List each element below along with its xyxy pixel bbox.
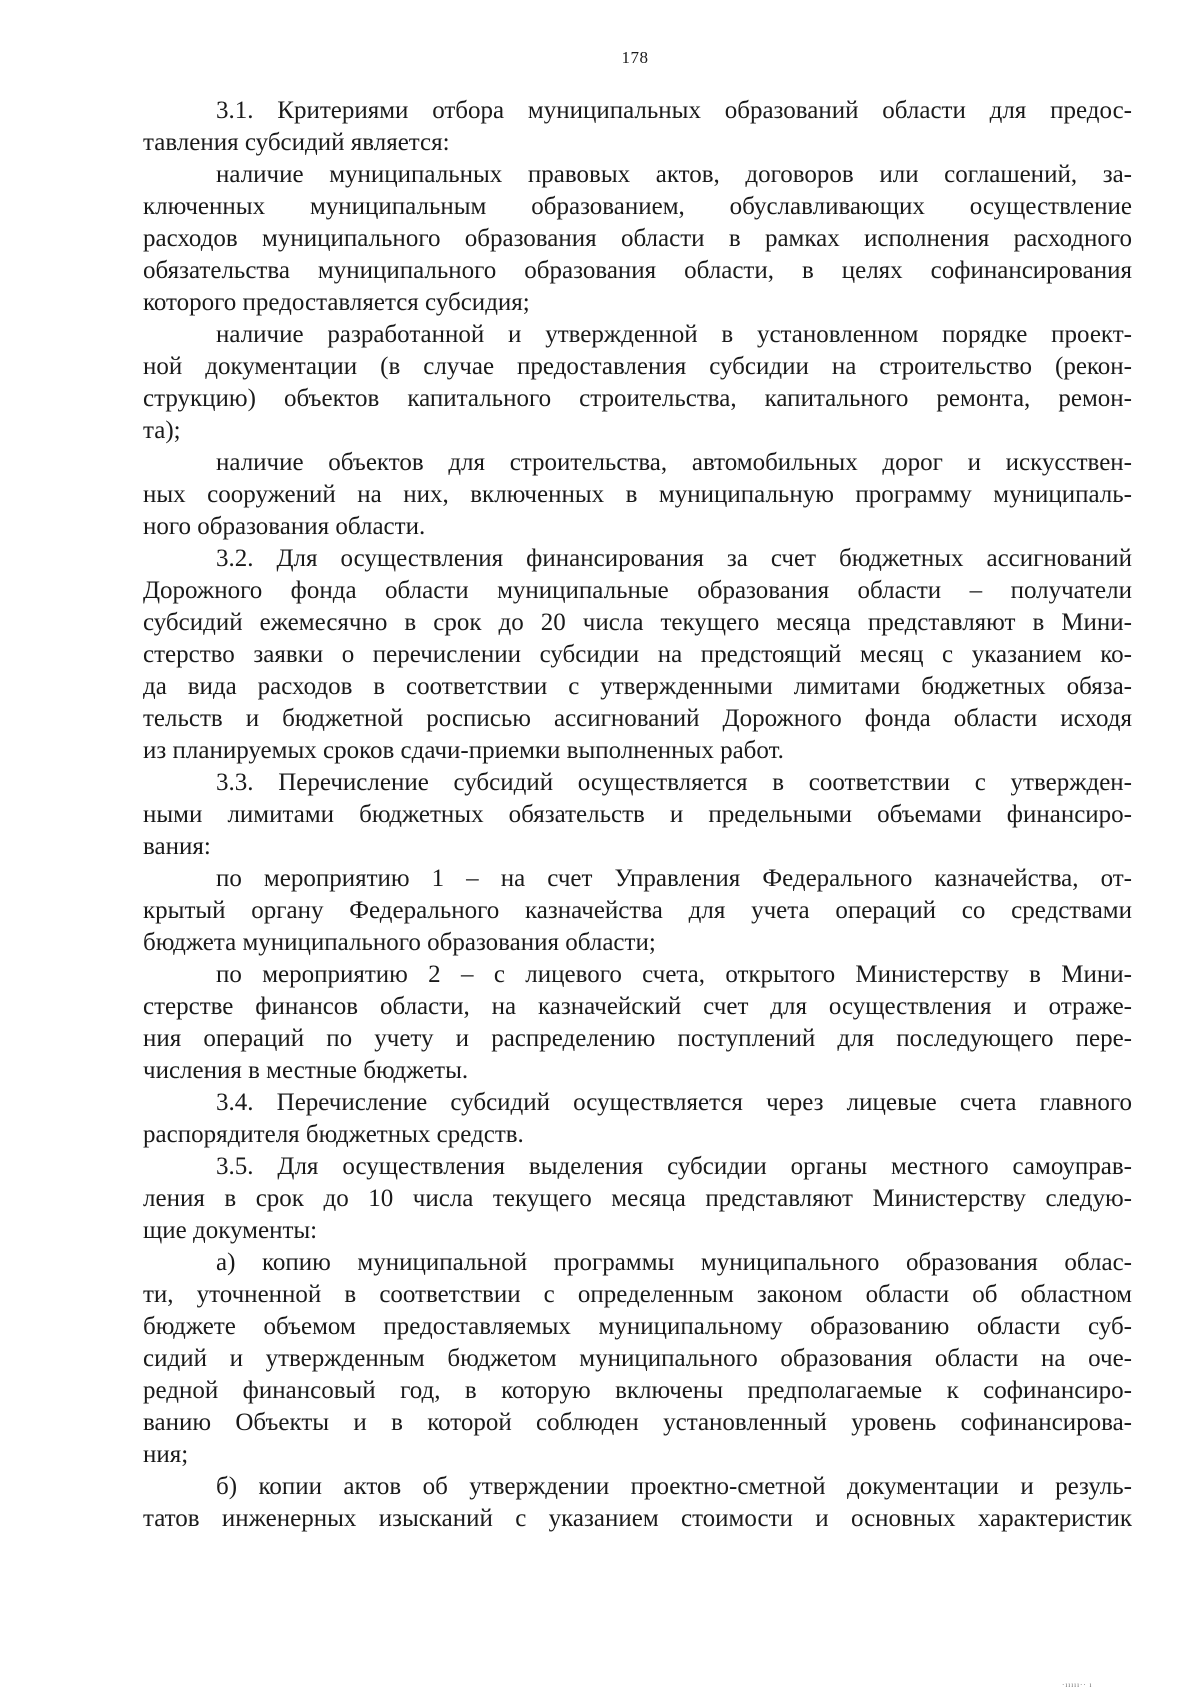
paragraph: [143, 319, 1132, 447]
text-line: ного образования области.: [143, 513, 426, 540]
text-line: ти, уточненной в соответствии с определенным законом области об областном: [143, 1281, 1132, 1308]
text-line: бюджете объемом предоставляемых муниципальному образованию области суб-: [143, 1313, 1132, 1340]
text-line: по мероприятию 1 – на счет Управления Федерального казначейства, от-: [216, 865, 1132, 892]
text-line: субсидий ежемесячно в срок до 20 числа текущего месяца представляют в Мини-: [143, 609, 1132, 636]
text-line: которого предоставляется субсидия;: [143, 289, 530, 316]
paragraph: [143, 863, 1132, 959]
paragraph: [143, 159, 1132, 319]
text-line: ными лимитами бюджетных обязательств и предельными объемами финансиро-: [143, 801, 1132, 828]
text-line: обязательства муниципального образования области, в целях софинансирования: [143, 257, 1132, 284]
paragraph: [143, 447, 1132, 543]
text-line: крытый органу Федерального казначейства для учета операций со средствами: [143, 897, 1132, 924]
text-line: числения в местные бюджеты.: [143, 1057, 469, 1084]
text-line: тельств и бюджетной росписью ассигнований Дорожного фонда области исходя: [143, 705, 1132, 732]
text-line: сидий и утвержденным бюджетом муниципального образования области на оче-: [143, 1345, 1132, 1372]
text-line: ния;: [143, 1441, 189, 1468]
text-line: наличие разработанной и утвержденной в установленном порядке проект-: [216, 321, 1132, 348]
paragraph: [143, 1087, 1132, 1151]
paragraph: [143, 1247, 1132, 1471]
text-line: по мероприятию 2 – с лицевого счета, открытого Министерству в Мини-: [216, 961, 1132, 988]
text-line: расходов муниципального образования области в рамках исполнения расходного: [143, 225, 1132, 252]
text-line: ключенных муниципальным образованием, обуславливающих осуществление: [143, 193, 1132, 220]
paragraph: [143, 767, 1132, 863]
text-line: стерстве финансов области, на казначейский счет для осуществления и отраже-: [143, 993, 1132, 1020]
text-line: из планируемых сроков сдачи-приемки выполненных работ.: [143, 737, 784, 764]
paragraph: [143, 1151, 1132, 1247]
text-line: струкцию) объектов капитального строительства, капитального ремонта, ремон-: [143, 385, 1132, 412]
text-line: наличие объектов для строительства, автомобильных дорог и искусствен-: [216, 449, 1132, 476]
text-line: татов инженерных изысканий с указанием стоимости и основных характеристик: [143, 1505, 1132, 1532]
text-line: 3.4. Перечисление субсидий осуществляется через лицевые счета главного: [216, 1089, 1132, 1116]
text-line: 3.3. Перечисление субсидий осуществляется в соответствии с утвержден-: [216, 769, 1132, 796]
text-line: наличие муниципальных правовых актов, договоров или соглашений, за-: [216, 161, 1132, 188]
text-line: ния операций по учету и распределению поступлений для последующего пере-: [143, 1025, 1132, 1052]
text-line: редной финансовый год, в которую включены предполагаемые к софинансиро-: [143, 1377, 1132, 1404]
text-line: распорядителя бюджетных средств.: [143, 1121, 524, 1148]
document-body: [143, 95, 1132, 1535]
text-line: бюджета муниципального образования области;: [143, 929, 656, 956]
text-line: тавления субсидий является:: [143, 129, 450, 156]
text-line: стерство заявки о перечислении субсидии на предстоящий месяц с указанием ко-: [143, 641, 1132, 668]
paragraph: [143, 959, 1132, 1087]
paragraph: [143, 95, 1132, 159]
paragraph: [143, 1471, 1132, 1535]
text-line: б) копии актов об утверждении проектно-сметной документации и резуль-: [216, 1473, 1132, 1500]
text-line: Дорожного фонда области муниципальные образования области – получатели: [143, 577, 1132, 604]
text-line: 3.5. Для осуществления выделения субсидии органы местного самоуправ-: [216, 1153, 1132, 1180]
text-line: а) копию муниципальной программы муниципального образования облас-: [216, 1249, 1132, 1276]
text-line: ления в срок до 10 числа текущего месяца представляют Министерству следую-: [143, 1185, 1132, 1212]
text-line: ванию Объекты и в которой соблюден установленный уровень софинансирова-: [143, 1409, 1132, 1436]
text-line: та);: [143, 417, 181, 444]
paragraph: [143, 543, 1132, 767]
text-line: да вида расходов в соответствии с утвержденными лимитами бюджетных обяза-: [143, 673, 1132, 700]
scan-artifact-mark: ·ııııı·· ı: [1062, 1681, 1093, 1689]
text-line: 3.2. Для осуществления финансирования за счет бюджетных ассигнований: [216, 545, 1132, 572]
text-line: 3.1. Критериями отбора муниципальных образований области для предос-: [216, 97, 1132, 124]
text-line: ной документации (в случае предоставления субсидии на строительство (рекон-: [143, 353, 1132, 380]
page-number: 178: [621, 48, 649, 67]
text-line: щие документы:: [143, 1217, 318, 1244]
text-line: ных сооружений на них, включенных в муниципальную программу муниципаль-: [143, 481, 1132, 508]
text-line: вания:: [143, 833, 211, 860]
